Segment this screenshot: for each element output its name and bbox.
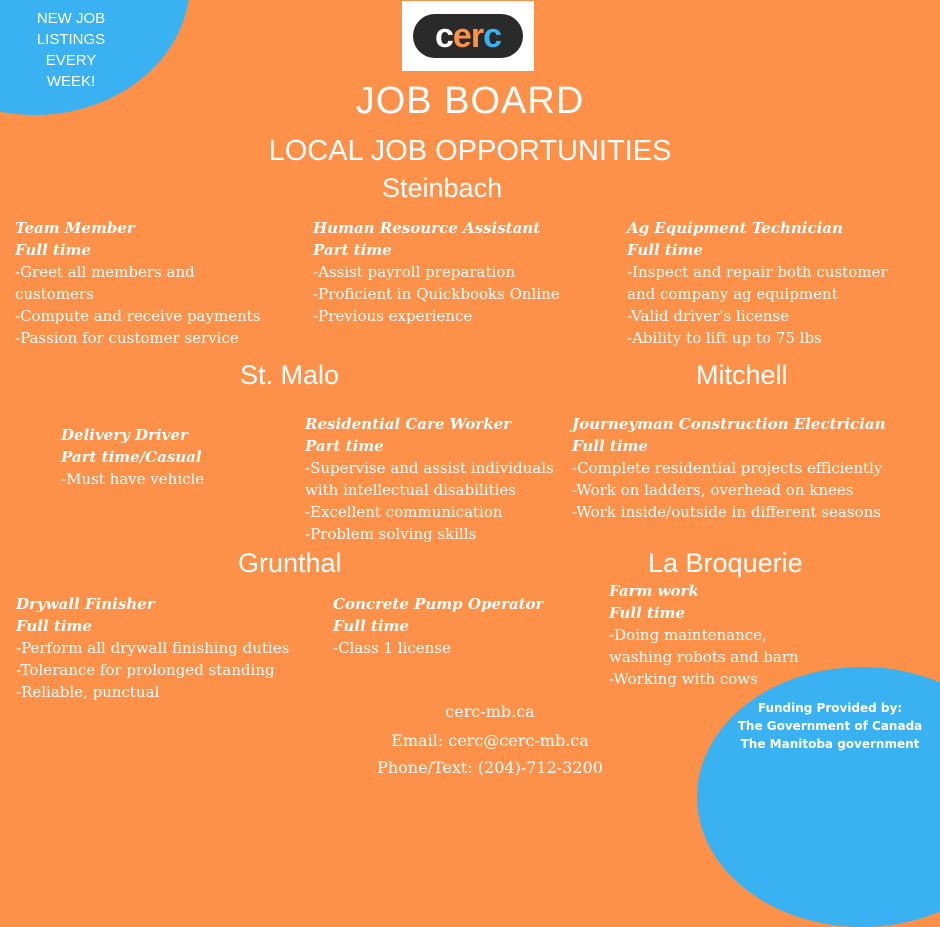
- job-type: Full time: [609, 604, 685, 622]
- job-title: Concrete Pump Operator: [333, 595, 544, 613]
- job-detail: -Valid driver's license: [627, 307, 790, 325]
- job-detail: -Supervise and assist individuals: [305, 459, 554, 477]
- job-hr-assistant: [313, 217, 560, 327]
- job-farm-work: [609, 580, 799, 690]
- job-detail: -Problem solving skills: [305, 525, 477, 543]
- funding-heading: Funding Provided by:: [757, 701, 903, 715]
- job-title: Journeyman Construction Electrician: [572, 415, 886, 433]
- logo-wordmark: [413, 14, 523, 58]
- job-detail: and company ag equipment: [627, 285, 838, 303]
- job-detail: -Must have vehicle: [61, 470, 205, 488]
- cerc-logo: [402, 1, 534, 71]
- job-detail: -Class 1 license: [333, 639, 451, 657]
- job-title: Team Member: [15, 219, 135, 237]
- job-detail: -Work inside/outside in different seasons: [572, 503, 881, 521]
- city-st-malo: St. Malo: [240, 360, 340, 390]
- city-mitchell: Mitchell: [696, 360, 788, 390]
- funding-line: The Government of Canada: [737, 719, 923, 733]
- contact-email[interactable]: Email: cerc@cerc-mb.ca: [391, 731, 589, 750]
- job-type: Part time: [305, 437, 384, 455]
- job-detail: -Perform all drywall finishing duties: [16, 639, 290, 657]
- city-grunthal: Grunthal: [238, 548, 342, 578]
- city-steinbach: Steinbach: [382, 173, 503, 203]
- job-detail: -Passion for customer service: [15, 329, 239, 347]
- job-detail: -Compute and receive payments: [15, 307, 261, 325]
- job-detail: with intellectual disabilities: [305, 481, 516, 499]
- job-detail: -Proficient in Quickbooks Online: [313, 285, 560, 303]
- job-detail: -Complete residential projects efficiently: [572, 459, 883, 477]
- job-type: Part time: [313, 241, 392, 259]
- badge-line: WEEK!: [46, 73, 96, 90]
- job-detail: -Excellent communication: [305, 503, 503, 521]
- contact-phone: Phone/Text: (204)-712-3200: [377, 758, 603, 777]
- job-type: Full time: [572, 437, 648, 455]
- job-type: Full time: [16, 617, 92, 635]
- logo-letter: c: [435, 16, 453, 55]
- page-subtitle: LOCAL JOB OPPORTUNITIES: [268, 135, 672, 167]
- job-detail: -Inspect and repair both customer: [627, 263, 888, 281]
- page-title: JOB BOARD: [355, 80, 585, 122]
- funding-line: The Manitoba government: [740, 737, 920, 751]
- badge-line: NEW JOB: [36, 10, 106, 27]
- badge-line: LISTINGS: [36, 31, 106, 48]
- job-care-worker: [305, 413, 554, 545]
- city-la-broquerie: La Broquerie: [648, 548, 803, 578]
- job-ag-technician: [627, 217, 888, 349]
- logo-letter: er: [452, 16, 484, 55]
- job-detail: -Ability to lift up to 75 lbs: [627, 329, 822, 347]
- job-detail: -Previous experience: [313, 307, 473, 325]
- badge-line: EVERY: [45, 52, 97, 69]
- job-detail: customers: [15, 285, 94, 303]
- job-detail: -Reliable, punctual: [16, 683, 160, 701]
- job-concrete-pump-operator: [333, 593, 543, 659]
- job-detail: -Doing maintenance,: [609, 626, 767, 644]
- job-title: Ag Equipment Technician: [627, 219, 843, 237]
- job-type: Full time: [15, 241, 91, 259]
- funding-credits: [720, 699, 940, 753]
- job-detail: -Working with cows: [609, 670, 758, 688]
- job-title: Human Resource Assistant: [313, 219, 541, 237]
- job-title: Delivery Driver: [61, 426, 188, 444]
- job-detail: -Assist payroll preparation: [313, 263, 515, 281]
- job-team-member: [15, 217, 260, 349]
- job-title: Drywall Finisher: [16, 595, 155, 613]
- job-detail: -Tolerance for prolonged standing: [16, 661, 275, 679]
- job-delivery-driver: [61, 424, 204, 490]
- job-detail: washing robots and barn: [609, 648, 799, 666]
- job-type: Part time/Casual: [61, 448, 202, 466]
- logo-letter: c: [483, 16, 501, 55]
- job-drywall-finisher: [16, 593, 289, 703]
- job-title: Residential Care Worker: [305, 415, 512, 433]
- job-detail: -Work on ladders, overhead on knees: [572, 481, 854, 499]
- job-detail: -Greet all members and: [15, 263, 195, 281]
- job-electrician: [572, 413, 886, 523]
- job-type: Full time: [333, 617, 409, 635]
- job-title: Farm work: [609, 582, 699, 600]
- contact-website[interactable]: cerc-mb.ca: [445, 702, 535, 721]
- job-type: Full time: [627, 241, 703, 259]
